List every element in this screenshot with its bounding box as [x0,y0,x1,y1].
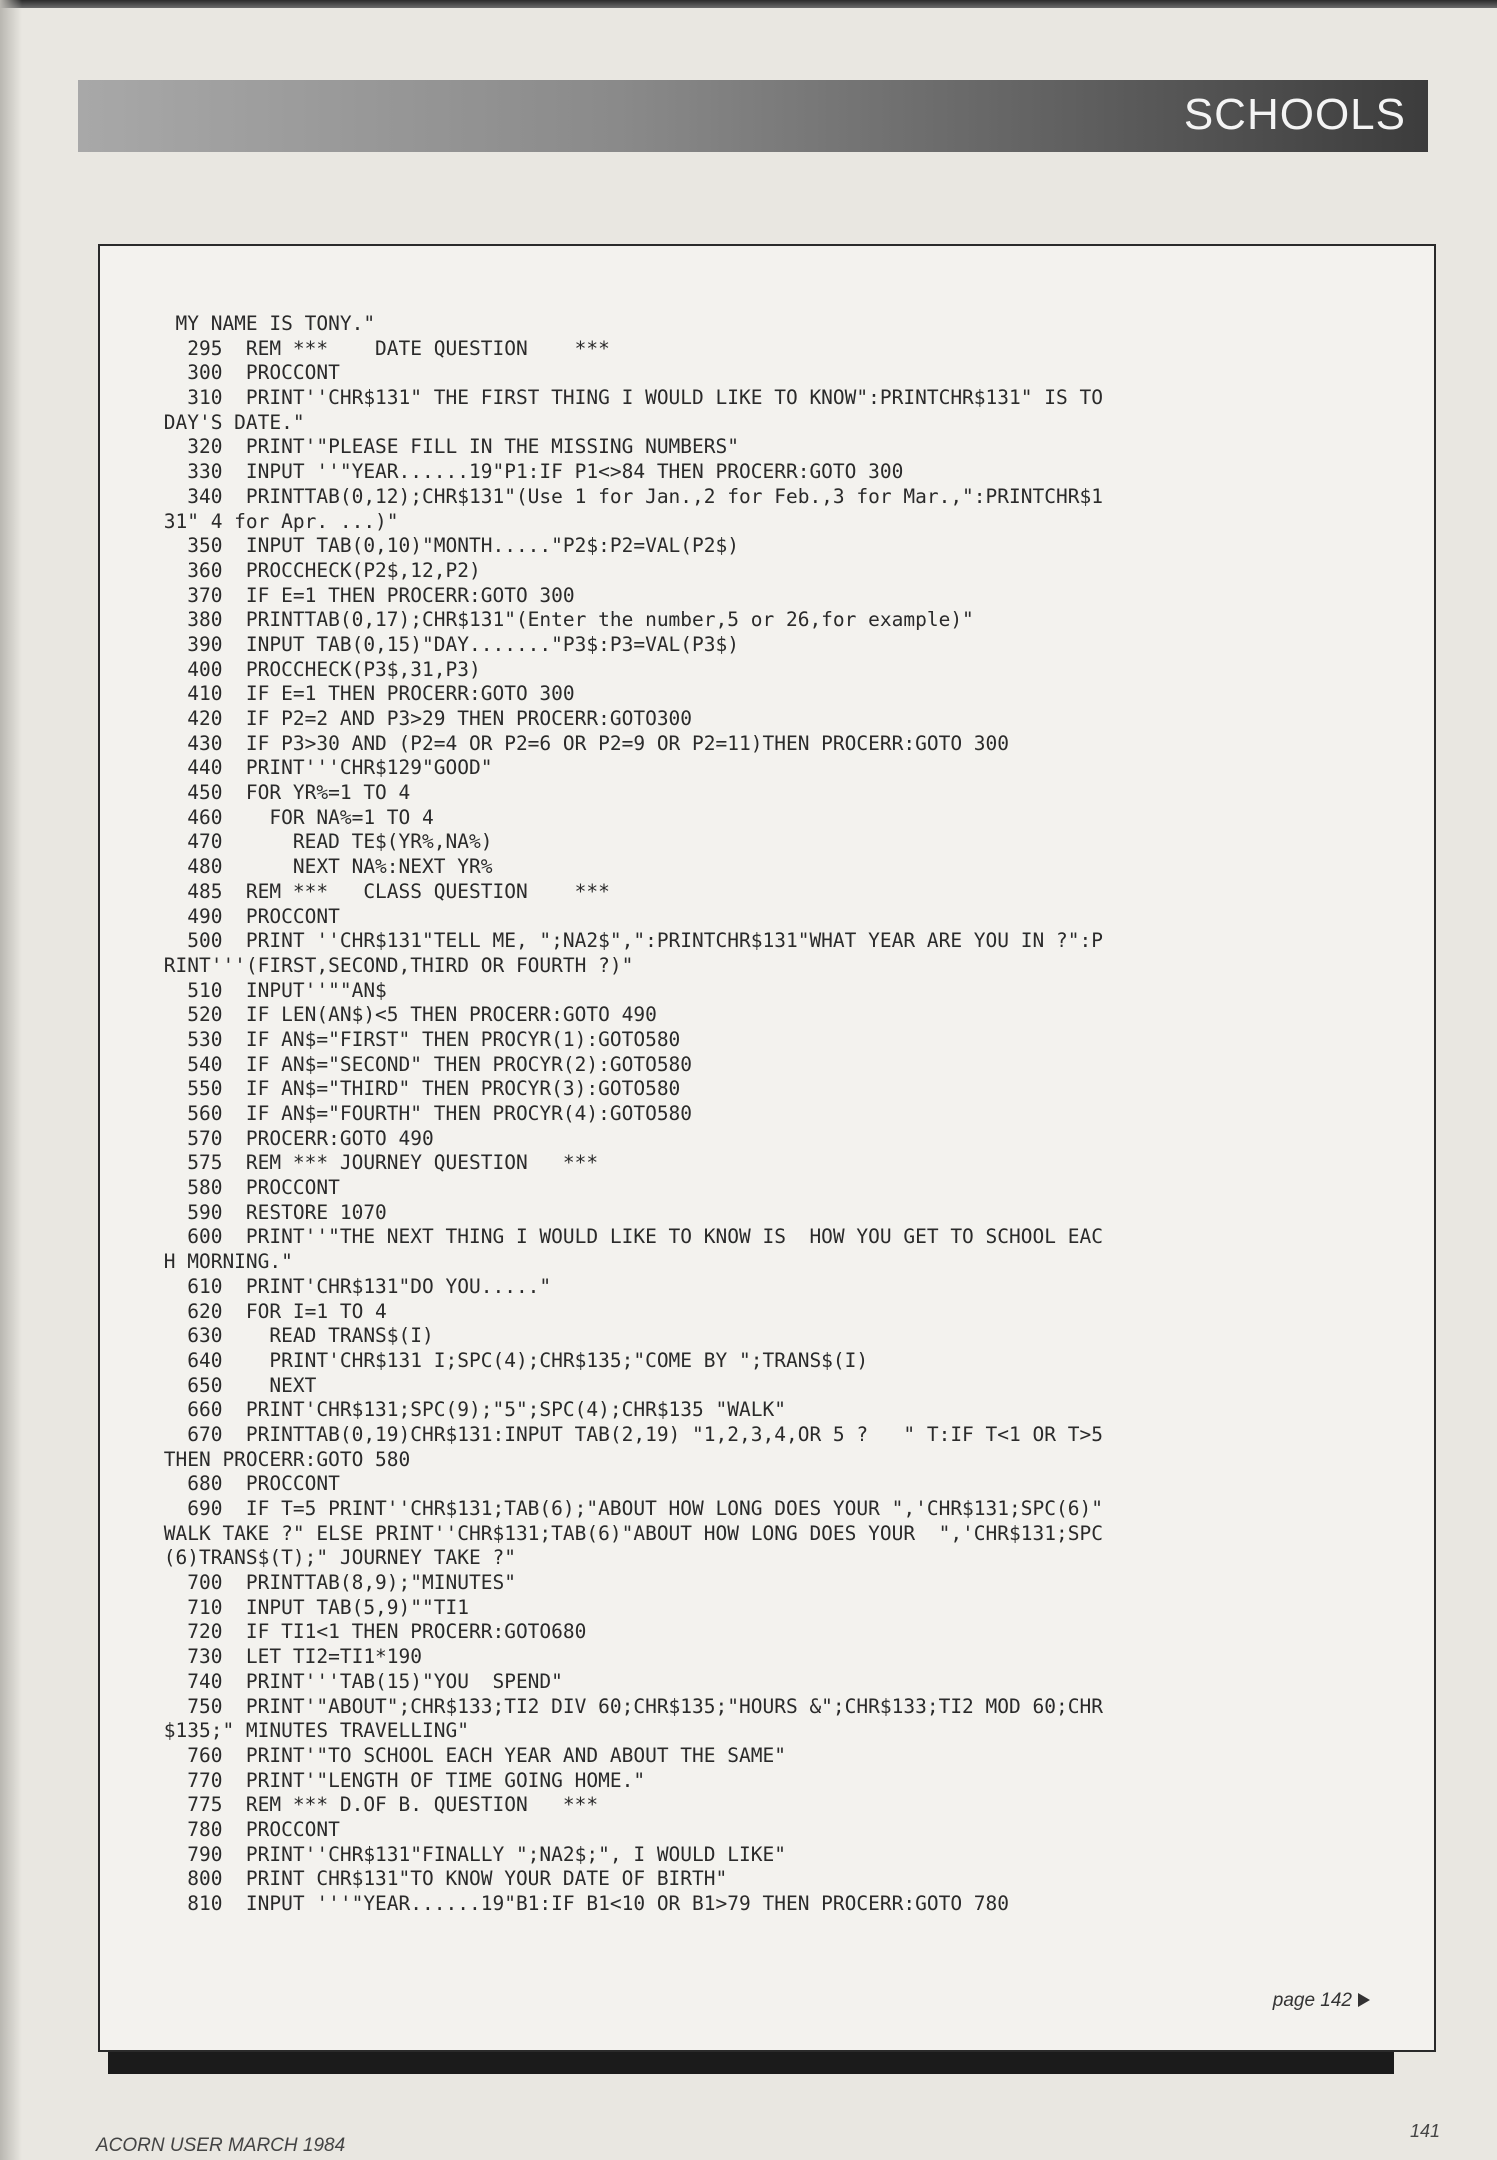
code-line: 730 LET TI2=TI1*190 [152,1645,423,1669]
page-number: 141 [1410,2121,1441,2141]
code-line: 410 IF E=1 THEN PROCERR:GOTO 300 [152,682,575,706]
arrow-right-icon [1358,1993,1370,2007]
continued-on-link[interactable] [1273,1990,1370,2012]
code-line: 300 PROCCONT [152,361,340,385]
code-line: 340 PRINTTAB(0,12);CHR$131"(Use 1 for Jan.,2 for Feb.,3 for Mar.,":PRINTCHR$1 [152,484,1103,508]
code-line: 590 RESTORE 1070 [152,1200,387,1224]
code-line: 620 FOR I=1 TO 4 [152,1299,387,1323]
code-line: 680 PROCCONT [152,1472,340,1496]
code-line: 775 REM *** D.OF B. QUESTION *** [152,1793,599,1817]
code-line: DAY'S DATE." [152,410,305,434]
code-line: (6)TRANS$(T);" JOURNEY TAKE ?" [152,1546,516,1570]
code-line: 710 INPUT TAB(5,9)""TI1 [152,1595,469,1619]
code-line: 790 PRINT''CHR$131"FINALLY ";NA2$;", I WOULD LIKE" [152,1842,786,1866]
code-line: 690 IF T=5 PRINT''CHR$131;TAB(6);"ABOUT HOW LONG DOES YOUR ",'CHR$131;SPC(6)" [152,1497,1103,1520]
code-line: 530 IF AN$="FIRST" THEN PROCYR(1):GOTO580 [152,1027,681,1051]
code-line: 500 PRINT ''CHR$131"TELL ME, ";NA2$",":PRINTCHR$131"WHAT YEAR ARE YOU IN ?":P [152,929,1103,953]
code-line: 540 IF AN$="SECOND" THEN PROCYR(2):GOTO580 [152,1052,693,1076]
page-top-edge [0,0,1497,8]
code-line: 460 FOR NA%=1 TO 4 [152,805,434,829]
code-line: H MORNING." [152,1250,293,1274]
code-line: 360 PROCCHECK(P2$,12,P2) [152,558,481,582]
code-line: 310 PRINT''CHR$131" THE FIRST THING I WOULD LIKE TO KNOW":PRINTCHR$131" IS TO [152,386,1103,410]
section-header-bar [78,80,1428,152]
code-line: 450 FOR YR%=1 TO 4 [152,781,411,805]
code-line: 400 PROCCHECK(P3$,31,P3) [152,657,481,681]
code-line: 480 NEXT NA%:NEXT YR% [152,855,493,879]
code-line: 650 NEXT [152,1373,317,1397]
code-line: 810 INPUT '''"YEAR......19"B1:IF B1<10 OR B1>79 THEN PROCERR:GOTO 780 [152,1892,1010,1915]
code-line: 31" 4 for Apr. ...)" [152,509,399,533]
continued-on-text: page 142 [1272,1990,1352,2011]
code-line: 700 PRINTTAB(8,9);"MINUTES" [152,1571,516,1595]
code-line: 750 PRINT'"ABOUT";CHR$133;TI2 DIV 60;CHR$135;"HOURS &";CHR$133;TI2 MOD 60;CHR [152,1694,1103,1718]
code-line: 570 PROCERR:GOTO 490 [152,1126,434,1150]
code-line: MY NAME IS TONY." [152,312,376,335]
code-line: 800 PRINT CHR$131"TO KNOW YOUR DATE OF BIRTH" [152,1867,728,1891]
code-line: 430 IF P3>30 AND (P2=4 OR P2=6 OR P2=9 OR P2=11)THEN PROCERR:GOTO 300 [152,731,1010,755]
code-line: 390 INPUT TAB(0,15)"DAY......."P3$:P3=VAL(P3$) [152,632,739,656]
code-line: 770 PRINT'"LENGTH OF TIME GOING HOME." [152,1768,646,1792]
code-listing [152,312,1402,1917]
code-line: 350 INPUT TAB(0,10)"MONTH....."P2$:P2=VAL(P2$) [152,534,739,558]
code-line: 320 PRINT'"PLEASE FILL IN THE MISSING NUMBERS" [152,435,739,459]
code-line: 630 READ TRANS$(I) [152,1324,434,1348]
program-listing-box [98,244,1436,2052]
code-line: 470 READ TE$(YR%,NA%) [152,830,493,854]
code-line: 380 PRINTTAB(0,17);CHR$131"(Enter the number,5 or 26,for example)" [152,608,974,632]
code-line: 575 REM *** JOURNEY QUESTION *** [152,1151,599,1175]
code-line: 740 PRINT'''TAB(15)"YOU SPEND" [152,1669,563,1693]
code-line: 295 REM *** DATE QUESTION *** [152,336,610,360]
publication-footer: ACORN USER MARCH 1984 [96,2135,346,2156]
section-title: SCHOOLS [1183,90,1406,139]
code-line: $135;" MINUTES TRAVELLING" [152,1719,469,1743]
code-line: 760 PRINT'"TO SCHOOL EACH YEAR AND ABOUT THE SAME" [152,1743,786,1767]
code-line: 370 IF E=1 THEN PROCERR:GOTO 300 [152,583,575,607]
code-line: 330 INPUT ''"YEAR......19"P1:IF P1<>84 THEN PROCERR:GOTO 300 [152,460,904,484]
code-line: 510 INPUT''""AN$ [152,978,387,1002]
binding-shadow [0,0,22,2160]
code-line: 490 PROCCONT [152,904,340,928]
code-line: WALK TAKE ?" ELSE PRINT''CHR$131;TAB(6)"ABOUT HOW LONG DOES YOUR ",'CHR$131;SPC [152,1521,1103,1545]
code-line: 550 IF AN$="THIRD" THEN PROCYR(3):GOTO580 [152,1077,681,1101]
code-line: 440 PRINT'''CHR$129"GOOD" [152,756,493,780]
code-line: 560 IF AN$="FOURTH" THEN PROCYR(4):GOTO580 [152,1102,693,1125]
code-line: 670 PRINTTAB(0,19)CHR$131:INPUT TAB(2,19) "1,2,3,4,OR 5 ? " T:IF T<1 OR T>5 [152,1422,1103,1446]
code-line: 720 IF TI1<1 THEN PROCERR:GOTO680 [152,1620,587,1644]
code-line: 640 PRINT'CHR$131 I;SPC(4);CHR$135;"COME BY ";TRANS$(I) [152,1348,869,1372]
code-line: RINT'''(FIRST,SECOND,THIRD OR FOURTH ?)" [152,953,634,977]
code-line: 520 IF LEN(AN$)<5 THEN PROCERR:GOTO 490 [152,1003,657,1027]
code-line: 580 PROCCONT [152,1176,340,1200]
code-line: 610 PRINT'CHR$131"DO YOU....." [152,1274,552,1298]
code-line: 485 REM *** CLASS QUESTION *** [152,879,610,903]
code-line: 600 PRINT''"THE NEXT THING I WOULD LIKE TO KNOW IS HOW YOU GET TO SCHOOL EAC [152,1225,1103,1249]
code-line: 660 PRINT'CHR$131;SPC(9);"5";SPC(4);CHR$135 "WALK" [152,1398,786,1422]
code-line: 780 PROCCONT [152,1817,340,1841]
code-line: 420 IF P2=2 AND P3>29 THEN PROCERR:GOTO300 [152,707,693,730]
code-line: THEN PROCERR:GOTO 580 [152,1447,411,1471]
